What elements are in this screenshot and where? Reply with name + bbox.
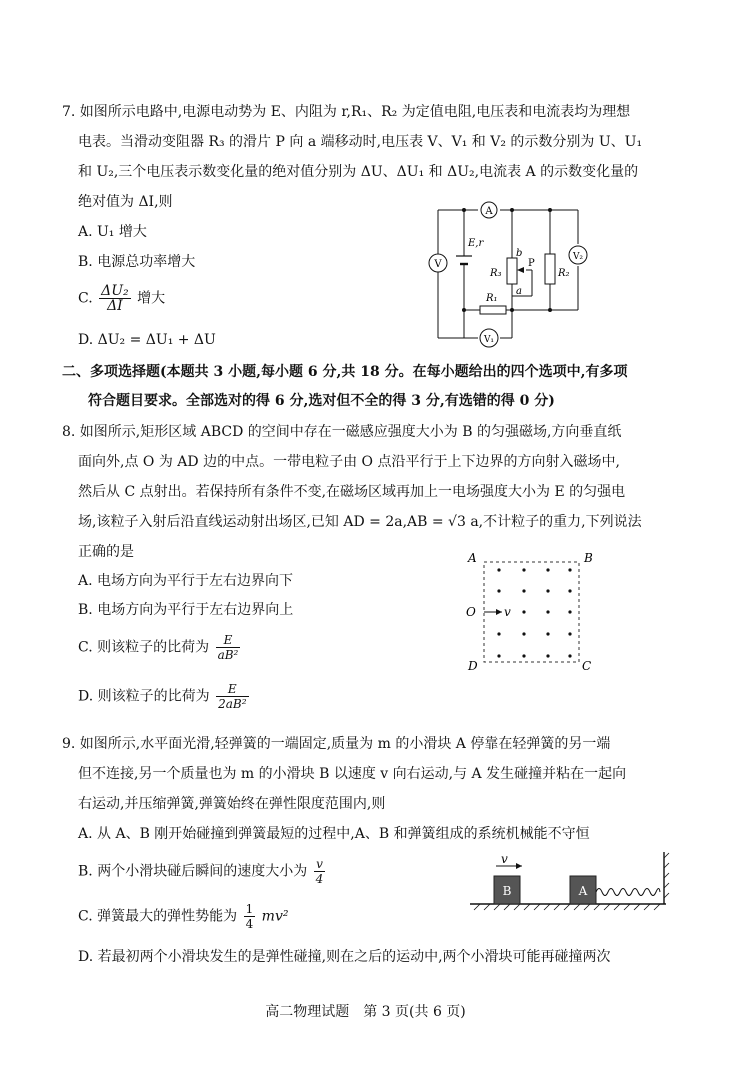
q9-option-b-numerator: v: [314, 857, 326, 872]
terminal-a-label: a: [516, 286, 522, 297]
corner-c-label: C: [582, 659, 592, 672]
terminal-b-label: b: [516, 248, 523, 259]
q9-line-3: 右运动,并压缩弹簧,弹簧始终在弹性限度范围内,则: [78, 796, 386, 812]
corner-d-label: D: [468, 659, 478, 672]
ground-hatch: [474, 904, 660, 910]
point-o-label: O: [466, 605, 476, 619]
q8-option-d-denominator: 2aB²: [218, 697, 247, 711]
q8-option-c-fraction: [216, 633, 241, 662]
battery-label: E,r: [468, 238, 484, 249]
q9-line-2: 但不连接,另一个质量也为 m 的小滑块 B 以速度 v 向右运动,与 A 发生碰撞并粘在一起向: [78, 766, 627, 782]
q9-option-b-prefix: B. 两个小滑块碰后瞬间的速度大小为: [78, 863, 308, 880]
q7-option-c-denominator: ΔI: [107, 298, 123, 314]
q7-option-c: [78, 284, 165, 313]
q7-option-c-prefix: C.: [78, 290, 93, 307]
slider-p-label: P: [528, 258, 535, 269]
voltmeter-v1-label: V₁: [483, 335, 495, 345]
q8-option-c: [78, 633, 242, 662]
q9-line-1: 9. 如图所示,水平面光滑,轻弹簧的一端固定,质量为 m 的小滑块 A 停靠在轻弹簧的另一端: [62, 736, 611, 752]
spring-block-figure: [470, 848, 670, 912]
resistor-r1: [480, 306, 506, 314]
q9-option-c-fraction: [244, 902, 256, 931]
q9-option-b: [78, 857, 327, 886]
q8-option-c-numerator: E: [216, 633, 241, 648]
q8-option-d: [78, 682, 251, 711]
voltmeter-v2-label: V₂: [572, 252, 584, 262]
q8-line-3: 然后从 C 点射出。若保持所有条件不变,在磁场区域再加上一电场强度大小为 E 的匀强电: [78, 484, 626, 500]
corner-a-label: A: [468, 551, 477, 565]
q8-option-d-numerator: E: [216, 682, 248, 697]
q8-line-5: 正确的是: [78, 544, 134, 560]
q8-option-b: B. 电场方向为平行于左右边界向上: [78, 602, 294, 618]
q9-option-c-suffix: mv²: [261, 908, 289, 925]
q8-option-c-denominator: aB²: [217, 648, 239, 662]
q7-option-b: B. 电源总功率增大: [78, 254, 196, 270]
q8-option-a: A. 电场方向为平行于左右边界向下: [78, 573, 294, 589]
resistor-r1-label: R₁: [486, 293, 498, 304]
q9-option-d: D. 若最初两个小滑块发生的是弹性碰撞,则在之后的运动中,两个小滑块可能再碰撞两次: [78, 949, 611, 965]
resistor-r3-label: R₃: [490, 268, 502, 279]
resistor-r2-label: R₂: [558, 268, 570, 279]
block-a-label: A: [578, 884, 588, 898]
magnetic-field-figure: [462, 548, 602, 672]
section2-title-line-1: 二、多项选择题(本题共 3 小题,每小题 6 分,共 18 分。在每小题给出的四个选项中,有多项: [62, 364, 628, 380]
resistor-r2: [545, 254, 555, 284]
q9-option-c-numerator: 1: [245, 902, 254, 916]
q9-option-c: [78, 902, 288, 931]
q8-option-d-fraction: [216, 682, 248, 711]
q7-option-c-suffix: 增大: [137, 290, 166, 307]
q7-line-3: 和 U₂,三个电压表示数变化量的绝对值分别为 ΔU、ΔU₁ 和 ΔU₂,电流表 A 的示数变化量的: [78, 164, 639, 180]
resistor-r3: [507, 258, 517, 284]
q8-line-1: 8. 如图所示,矩形区域 ABCD 的空间中存在一磁感应强度大小为 B 的匀强磁场,方向垂直纸: [62, 424, 622, 440]
circuit-diagram: [428, 198, 588, 348]
velocity-v-label: v: [501, 852, 508, 866]
corner-b-label: B: [584, 551, 593, 565]
block-b-label: B: [502, 884, 512, 898]
q9-option-c-prefix: C. 弹簧最大的弹性势能为: [78, 908, 238, 925]
page-footer: 高二物理试题 第 3 页(共 6 页): [265, 1004, 466, 1020]
q8-line-2: 面向外,点 O 为 AD 边的中点。一带电粒子由 O 点沿平行于上下边界的方向射入磁场中,: [78, 454, 620, 470]
q8-option-d-prefix: D. 则该粒子的比荷为: [78, 688, 210, 705]
q7-line-1: 7. 如图所示电路中,电源电动势为 E、内阻为 r,R₁、R₂ 为定值电阻,电压表和电流表均为理想: [62, 104, 631, 120]
q7-option-c-numerator: ΔU₂: [101, 283, 129, 299]
section2-title-line-2: 符合题目要求。全部选对的得 6 分,选对但不全的得 3 分,有选错的得 0 分): [88, 393, 555, 409]
q9-option-b-fraction: [314, 857, 326, 886]
voltmeter-v-label: V: [434, 259, 442, 270]
q7-option-a: A. U₁ 增大: [78, 224, 147, 240]
q7-option-d: D. ΔU₂ = ΔU₁ + ΔU: [78, 332, 216, 348]
q9-option-c-denominator: 4: [245, 917, 254, 931]
q7-line-4: 绝对值为 ΔI,则: [78, 194, 173, 210]
q9-option-a: A. 从 A、B 刚开始碰撞到弹簧最短的过程中,A、B 和弹簧组成的系统机械能不守恒: [78, 826, 590, 842]
velocity-v-label: v: [504, 605, 511, 619]
slider-arrow-icon: [517, 267, 524, 273]
q8-line-4: 场,该粒子入射后沿直线运动射出场区,已知 AD = 2a,AB = √3 a,不计粒子的重力,下列说法: [78, 514, 642, 530]
q7-option-c-fraction: [99, 284, 131, 313]
q7-line-2: 电表。当滑动变阻器 R₃ 的滑片 P 向 a 端移动时,电压表 V、V₁ 和 V₂ 的示数分别为 U、U₁: [78, 134, 643, 150]
ammeter-label: A: [485, 206, 493, 217]
spring-icon: [596, 889, 660, 896]
q8-option-c-prefix: C. 则该粒子的比荷为: [78, 639, 210, 656]
q9-option-b-denominator: 4: [315, 872, 324, 886]
